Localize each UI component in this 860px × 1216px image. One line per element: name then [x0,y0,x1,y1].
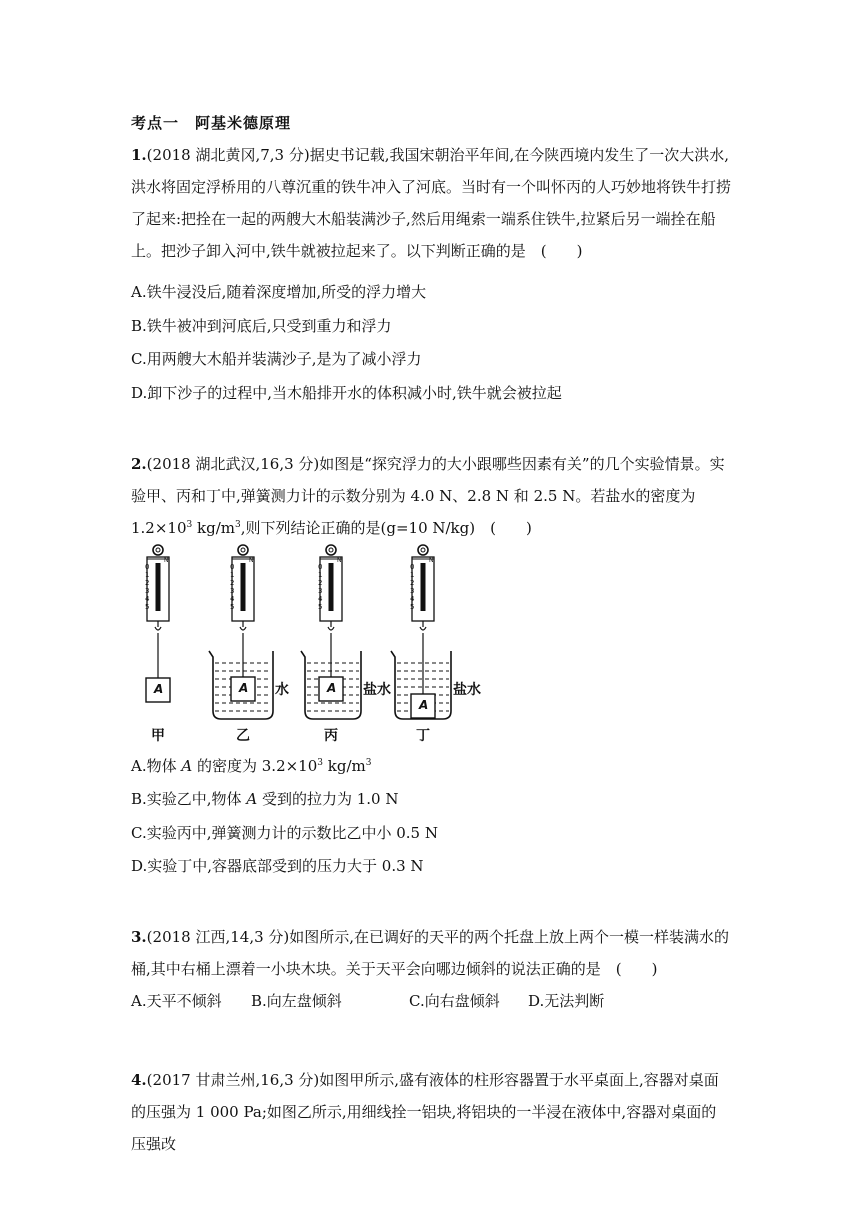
block-label-ding: A [419,698,429,712]
panel-jia [146,545,170,702]
panel-caption-ding: 丁 [416,728,430,744]
panel-caption-yi: 乙 [236,728,250,744]
question-2-number: 2. [131,455,147,473]
spring-scale-figure [131,543,491,743]
q1-option-b: B.铁牛被冲到河底后,只受到重力和浮力 [131,317,392,335]
liquid-label-salt-water-bing: 盐水 [363,682,391,698]
question-3 [131,921,731,985]
q2-option-d: D.实验丁中,容器底部受到的压力大于 0.3 N [131,857,424,875]
q2-option-a: A.物体 A 的密度为 $3.2\times 10^3$ $kg/m^3$ [131,757,372,775]
question-4 [131,1064,731,1160]
block-label-jia: A [154,682,164,696]
q3-option-c: C.向右盘倾斜 [409,992,500,1010]
q2-option-b: B.实验乙中,物体 A 受到的拉力为 1.0 N [131,790,399,808]
question-2 [131,448,731,544]
question-3-stem: (2018 江西,14,3 分)如图所示,在已调好的天平的两个托盘上放上两个一模一样装满水的桶,其中右桶上漂着一小块木块。关于天平会向哪边倾斜的说法正确的是 ( ) [131,928,730,978]
q3-option-a: A.天平不倾斜 [131,992,222,1010]
panel-caption-jia: 甲 [151,728,165,744]
q1-option-a: A.铁牛浸没后,随着深度增加,所受的浮力增大 [131,283,427,301]
q2-option-c: C.实验丙中,弹簧测力计的示数比乙中小 0.5 N [131,824,438,842]
panel-caption-bing: 丙 [324,728,338,744]
scale-ticks-left-bing: 0 1 2 3 4 5 [318,563,323,611]
q1-option-d: D.卸下沙子的过程中,当木船排开水的体积减小时,铁牛就会被拉起 [131,384,562,402]
question-1-number: 1. [131,146,147,164]
question-2-stem-b: kg/m [192,519,235,537]
scale-ticks-left-ding: 0 1 2 3 4 5 [410,563,415,611]
block-label-bing: A [327,681,337,695]
liquid-label-water: 水 [275,682,289,698]
panel-ding [391,545,451,719]
section-title: 考点一 阿基米德原理 [131,114,292,132]
question-2-stem-sup2: 3 [235,520,241,530]
question-2-stem-a: (2018 湖北武汉,16,3 分)如图是“探究浮力的大小跟哪些因素有关”的几个实验情景。实验甲、丙和丁中,弹簧测力计的示数分别为 4.0 N、2.8 N 和 2.5 N。若盐水的密度为 1.2×10 [131,455,725,537]
question-3-number: 3. [131,928,147,946]
scale-ticks-left-yi: 0 1 2 3 4 5 [230,563,235,611]
scale-unit-jia: N [164,557,169,564]
q3-option-d: D.无法判断 [528,992,605,1010]
block-label-yi: A [239,681,249,695]
question-4-stem: (2017 甘肃兰州,16,3 分)如图甲所示,盛有液体的柱形容器置于水平桌面上,容器对桌面的压强为 1 000 Pa;如图乙所示,用细线拴一铝块,将铝块的一半浸在液体中,容器对桌面的压强改 [131,1071,719,1153]
question-4-number: 4. [131,1071,147,1089]
scale-unit-yi: N [249,557,254,564]
question-1-stem: (2018 湖北黄冈,7,3 分)据史书记载,我国宋朝治平年间,在今陕西境内发生了一次大洪水,洪水将固定浮桥用的八尊沉重的铁牛冲入了河底。当时有一个叫怀丙的人巧妙地将铁牛打捞了起来:把拴在一起的两艘大木船装满沙子,然后用绳索一端系住铁牛,拉紧后另一端拴在船上。把沙子卸入河中,铁牛就被拉起来了。以下判断正确的是 ( ) [131,146,732,260]
scale-unit-ding: N [429,557,434,564]
q3-option-b: B.向左盘倾斜 [251,992,342,1010]
question-1 [131,139,731,267]
question-2-stem-sup: 3 [186,520,193,530]
question-2-stem-c: ,则下列结论正确的是(g=10 N/kg) ( ) [240,519,532,537]
liquid-label-salt-water-ding: 盐水 [453,682,481,698]
scale-ticks-left-jia: 0 1 2 3 4 5 [145,563,150,611]
q1-option-c: C.用两艘大木船并装满沙子,是为了减小浮力 [131,350,422,368]
spring-scale-diagram [131,543,491,743]
scale-unit-bing: N [337,557,342,564]
